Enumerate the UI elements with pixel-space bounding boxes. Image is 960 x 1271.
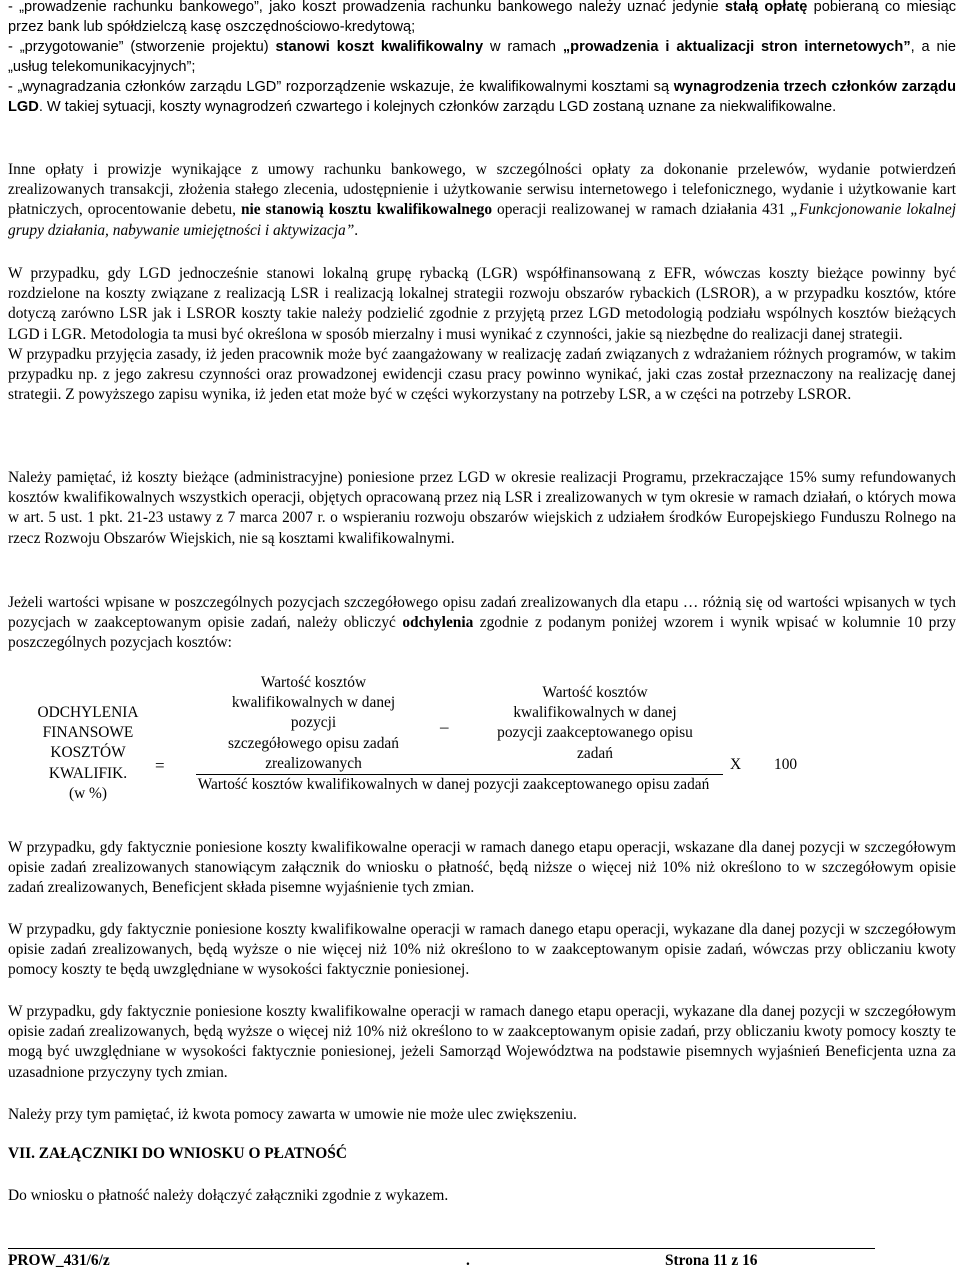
paragraph-higher-within-10: W przypadku, gdy faktycznie poniesione koszty kwalifikowalne operacji w ramach danego etapu operacji, wykazane dla danej pozycji w szczegółowym opisie zadań zrealizowanych, będą wyższe o nie więcej niż 10% niż określono to w zaakceptowanym opisie zadań, wówczas przy obliczaniu kwoty pomocy koszty te będą uwzględniane w wysokości faktycznie poniesionej. xyxy=(8,921,956,979)
formula-minus: – xyxy=(440,717,449,736)
list-item-board-salaries: - „wynagradzania członków zarządu LGD” rozporządzenie wskazuje, że kwalifikowalnymi kosztami są wynagrodzenia trzech członków zarządu LGD. W takiej sytuacji, koszty wynagrodzeń czwartego i kolejnych członków zarządu LGD zostaną uznane za niekwalifikowalne. xyxy=(8,79,956,115)
footer-divider xyxy=(8,1248,875,1249)
list-item-bank-account: - „prowadzenie rachunku bankowego”, jako koszt prowadzenia rachunku bankowego należy uznać jedynie stałą opłatę pobieraną co miesiąc przez bank lub spółdzielczą kasę oszczędnościowo-kredytową; xyxy=(8,0,957,35)
paragraph-note: Należy przy tym pamiętać, iż kwota pomocy zawarta w umowie nie może ulec zwiększeniu. xyxy=(8,1106,577,1123)
document-code: PROW_431/6/z xyxy=(8,1252,110,1269)
formula-times: X xyxy=(730,756,742,773)
paragraph-lower-costs: W przypadku, gdy faktycznie poniesione koszty kwalifikowalne operacji w ramach danego etapu operacji, wskazane dla danej pozycji w szczegółowym opisie zadań zrealizowanych stanowiącym załącznik do wniosku o płatność, będą niższe o więcej niż 10% niż określono to w szczegółowym opisie zadań zrealizowanych, Beneficjent składa pisemne wyjaśnienie tych zmian. xyxy=(8,839,956,897)
paragraph-higher-over-10: W przypadku, gdy faktycznie poniesione koszty kwalifikowalne operacji w ramach danego etapu operacji, wykazane dla danej pozycji w szczegółowym opisie zadań zrealizowanych, będą wyższe o więcej niż 10% niż określono to w zaakceptowanym opisie zadań, przy obliczaniu kwoty pomocy koszty te mogą być uwzględniane w wysokości faktycznie poniesionej, jeżeli Samorząd Województwa na podstawie pisemnych wyjaśnień Beneficjenta uzna za uzasadnione przyczyny tych zmian. xyxy=(8,1003,956,1081)
footer-separator: . xyxy=(466,1252,470,1269)
paragraph-lgr: W przypadku, gdy LGD jednocześnie stanowi lokalną grupę rybacką (LGR) współfinansowaną z EFR, wówczas koszty bieżące powinny być rozdzielone na koszty związane z realizacją LSR i realizacją lokalnej strategii rozwoju obszarów rybackich (LSROR), a w przypadku kosztów, które dotyczą zarówno LSR jak i LSROR koszty takie należy podzielić zgodnie z przyjętą przez LGD metodologią podziału wspólnych kosztów bieżących LGD i LGR. Metodologia ta musi być określona w sposób mierzalny i musi wynikać z czynności, jakie są niezbędne do realizacji danej strategii. W przypadku przyjęcia zasady, iż jeden pracownik może być zaangażowany w realizację zadań związanych z wdrażaniem różnych programów, w takim przypadku np. z jego zakresu czynności oraz prowadzonej ewidencji czasu pracy powinno wynikać, jaki czas został przeznaczony na realizację danej strategii. Z powyższego zapisu wynika, iż jeden etat może być w części wykorzystany na potrzeby LSR, a w części na potrzeby LSROR. xyxy=(8,264,956,405)
formula-equals: = xyxy=(155,756,165,775)
paragraph-15-percent: Należy pamiętać, iż koszty bieżące (administracyjne) poniesione przez LGD w okresie realizacji Programu, przekraczające 15% sumy refundowanych kosztów kwalifikowalnych wszystkich operacji, objętych opracowaną przez nią LSR i zrealizowanych w tym okresie w ramach działań, o których mowa w art. 5 ust. 1 pkt. 21-23 ustawy z 7 marca 2007 r. o wspieraniu rozwoju obszarów wiejskich z udziałem środków Europejskiego Funduszu Rolnego na rzecz Rozwoju Obszarów Wiejskich, nie są kosztami kwalifikowalnymi. xyxy=(8,469,956,547)
cost-clarifications-list xyxy=(8,0,956,117)
formula-denominator: Wartość kosztów kwalifikowalnych w danej pozycji zaakceptowanego opisu zadań xyxy=(197,776,710,793)
list-item-website: - „przygotowanie” (stworzenie projektu) stanowi koszt kwalifikowalny w ramach „prowadzenia i aktualizacji stron internetowych”, a nie „usług telekomunikacyjnych”; xyxy=(8,39,956,75)
paragraph-deviation-intro: Jeżeli wartości wpisane w poszczególnych pozycjach szczegółowego opisu zadań zrealizowanych dla etapu … różnią się od wartości wpisanych w tych pozycjach w zaakceptowanym opisie zadań, należy obliczyć odchylenia zgodnie z podanym poniżej wzorem i wynik wpisać w kolumnie 10 przy poszczególnych pozycjach kosztów: xyxy=(8,594,956,652)
paragraph-bank-fees: Inne opłaty i prowizje wynikające z umowy rachunku bankowego, w szczególności opłaty za dokonanie przelewów, wydanie potwierdzeń zrealizowanych transakcji, złożenia stałego zlecenia, udostępnienie i użytkowanie serwisu internetowego i telefonicznego, wydanie i użytkowanie kart płatniczych, oprocentowanie debetu, nie stanowią kosztu kwalifikowalnego operacji realizowanej w ramach działania 431 „Funkcjonowanie lokalnej grupy działania, nabywanie umiejętności i aktywizacja”. xyxy=(8,161,956,239)
formula-numerator-realized: Wartość kosztów kwalifikowalnych w danej pozycji szczegółowego opisu zadań zrealizowanych xyxy=(228,674,399,772)
section-heading: VII. ZAŁĄCZNIKI DO WNIOSKU O PŁATNOŚĆ xyxy=(8,1145,347,1162)
paragraph-attachments: Do wniosku o płatność należy dołączyć załączniki zgodnie z wykazem. xyxy=(8,1187,449,1204)
formula-label: ODCHYLENIA FINANSOWE KOSZTÓW KWALIFIK. (w %) xyxy=(37,704,139,802)
deviation-formula xyxy=(8,670,956,830)
formula-hundred: 100 xyxy=(774,756,798,773)
paragraph-worker: W przypadku przyjęcia zasady, iż jeden pracownik może być zaangażowany w realizację zadań związanych z wdrażaniem różnych programów, w takim przypadku np. z jego zakresu czynności oraz prowadzonej ewidencji czasu pracy powinno wynikać, jaki czas został przeznaczony na realizację danej strategii. Z powyższego zapisu wynika, iż jeden etat może być w części wykorzystany na potrzeby LSR, a w części na potrzeby LSROR. xyxy=(8,345,956,404)
formula-numerator-accepted: Wartość kosztów kwalifikowalnych w danej pozycji zaakceptowanego opisu zadań xyxy=(497,684,693,762)
page-number: Strona 11 z 16 xyxy=(665,1252,758,1269)
